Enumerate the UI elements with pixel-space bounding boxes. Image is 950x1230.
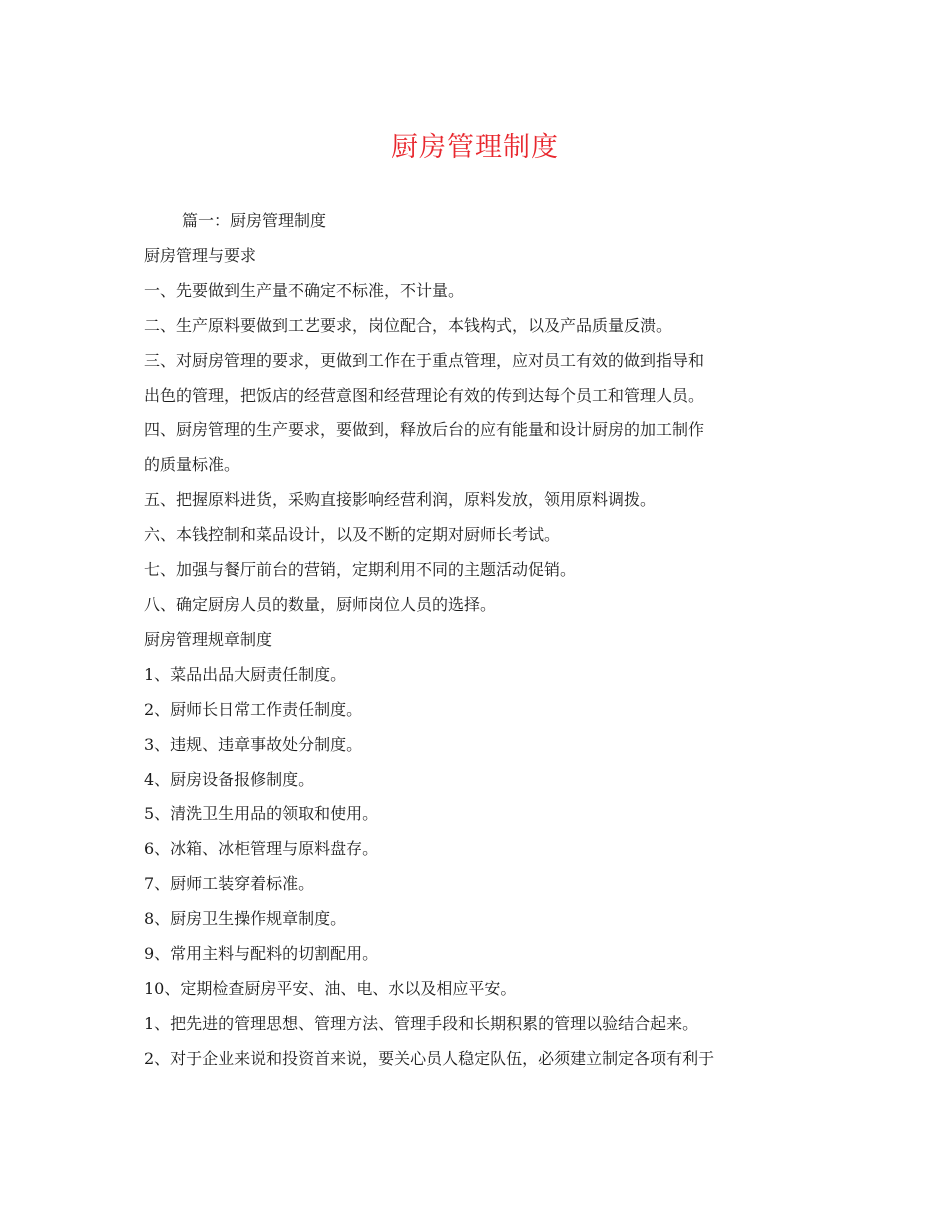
list-item: 2、厨师长日常工作责任制度。 (144, 699, 363, 719)
section-heading: 篇一：厨房管理制度 (182, 211, 327, 230)
list-item: 8、厨房卫生操作规章制度。 (144, 909, 347, 929)
subheading: 厨房管理规章制度 (144, 629, 273, 649)
paragraph-line: 四、厨房管理的生产要求，要做到，释放后台的应有能量和设计厨房的加工制作 (144, 420, 705, 440)
paragraph-line: 出色的管理，把饭店的经营意图和经营理论有效的传到达每个员工和管理人员。 (144, 385, 705, 405)
paragraph-line: 三、对厨房管理的要求，更做到工作在于重点管理，应对员工有效的做到指导和 (144, 350, 705, 370)
list-item: 7、厨师工装穿着标准。 (144, 874, 315, 894)
list-item: 3、违规、违章事故处分制度。 (144, 734, 363, 754)
subheading: 厨房管理与要求 (144, 245, 257, 265)
list-item: 5、清洗卫生用品的领取和使用。 (144, 804, 379, 824)
paragraph-line: 二、生产原料要做到工艺要求，岗位配合，本钱构式，以及产品质量反溃。 (144, 315, 673, 335)
paragraph-line: 一、先要做到生产量不确定不标准，不计量。 (144, 280, 465, 300)
document-title: 厨房管理制度 (391, 132, 559, 163)
paragraph-line: 六、本钱控制和菜品设计，以及不断的定期对厨师长考试。 (144, 525, 561, 545)
list-item: 4、厨房设备报修制度。 (144, 769, 315, 789)
list-item: 10、定期检查厨房平安、油、电、水以及相应平安。 (144, 978, 517, 998)
list-item: 1、把先进的管理思想、管理方法、管理手段和长期积累的管理以验结合起来。 (144, 1013, 699, 1033)
list-item: 9、常用主料与配料的切割配用。 (144, 944, 379, 964)
paragraph-line: 七、加强与餐厅前台的营销，定期利用不同的主题活动促销。 (144, 560, 577, 580)
paragraph-line: 的质量标准。 (144, 455, 241, 475)
list-item: 6、冰箱、冰柜管理与原料盘存。 (144, 839, 379, 859)
list-item: 2、对于企业来说和投资首来说，要关心员人稳定队伍，必须建立制定各项有利于 (144, 1048, 715, 1068)
paragraph-line: 八、确定厨房人员的数量，厨师岗位人员的选择。 (144, 594, 497, 614)
list-item: 1、菜品出品大厨责任制度。 (144, 664, 347, 684)
document-body (144, 204, 809, 1077)
paragraph-line: 五、把握原料进货，采购直接影响经营利润，原料发放，领用原料调拨。 (144, 490, 657, 510)
